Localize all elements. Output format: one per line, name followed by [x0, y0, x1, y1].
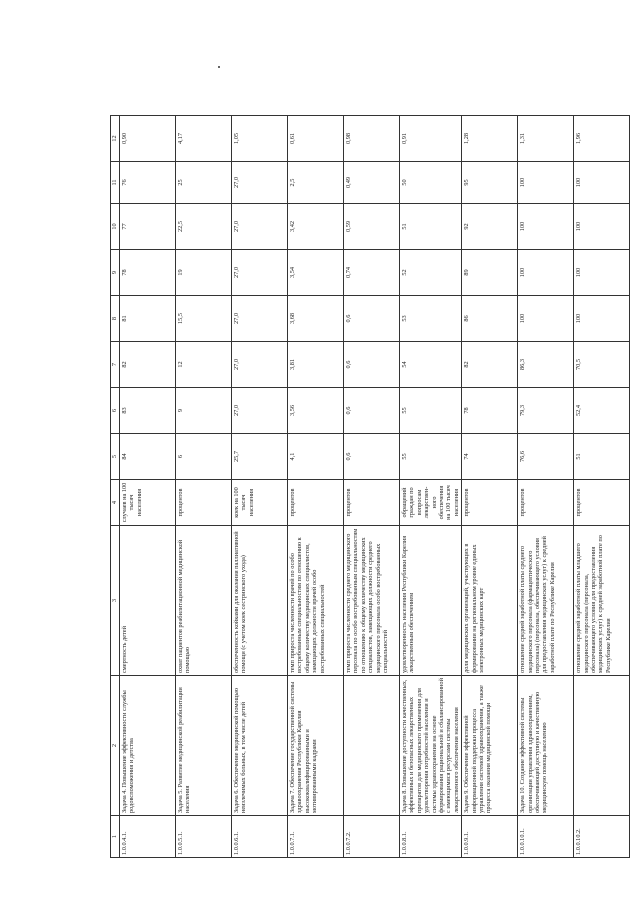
indicator-cell: темп прироста численности среднего медицинского персонала по особо востребованным специальностям по отношению к общему количеству медицинских специалистов, замещающих должности среднего медицинского персонала особо востребованных специальностей [344, 526, 400, 676]
value-cell: 82 [120, 342, 176, 388]
value-cell: 55 [400, 434, 462, 480]
value-cell: 0,98 [344, 116, 400, 162]
value-cell: 100 [518, 204, 574, 250]
task-cell: Задача 8. Повышение доступности качественных, эффективных и безопасных лекарственных препаратов для медицинского применения для удовлетворения потребностей населения и системы здравоохранения на основе формирования рациональной и сбалансированной с имеющимися ресурсами системы лекарственного обеспечения населения [400, 676, 462, 816]
value-cell: 1,96 [574, 116, 630, 162]
task-cell: Задача 7. Обеспечение государственной системы здравоохранения Республики Карелия высококвалифицированными и мотивированными кадрами [288, 676, 344, 816]
task-cell: Задача 10. Создание эффективной системы организации управления здравоохранением, обеспечивающей доступную и качественную медицинскую помощь населению [518, 676, 574, 816]
scan-speck [218, 66, 220, 68]
value-cell: 83 [120, 388, 176, 434]
value-cell: 3,54 [288, 250, 344, 296]
value-cell: 1,31 [518, 116, 574, 162]
value-cell: 52 [400, 250, 462, 296]
value-cell: 9 [176, 388, 232, 434]
unit-cell: процентов [288, 480, 344, 526]
value-cell: 3,42 [288, 204, 344, 250]
task-cell: Задача 9. Обеспечение эффективной информационной поддержки процесса управления системой здравоохранения, а также процесса оказания медицинской помощи [462, 676, 518, 816]
value-cell: 12 [176, 342, 232, 388]
value-cell: 0,6 [344, 434, 400, 480]
table-row [344, 116, 400, 858]
value-cell: 4,17 [176, 116, 232, 162]
indicator-cell: отношение средней заработной платы среднего медицинского персонала (фармацевтического персонала) (персонала, обеспечивающего условия для предоставления медицинских услуг) к средней заработной плате по Республике Карелия [518, 526, 574, 676]
value-cell: 79,3 [518, 388, 574, 434]
unit-cell: процентов [518, 480, 574, 526]
value-cell: 52,4 [574, 388, 630, 434]
header-cell: 2 [111, 676, 120, 816]
header-cell: 11 [111, 162, 120, 204]
value-cell: 22,5 [176, 204, 232, 250]
unit-cell: случаев на 100 тысяч населения [120, 480, 176, 526]
value-cell: 0,91 [400, 116, 462, 162]
value-cell: 3,81 [288, 342, 344, 388]
value-cell: 4,1 [288, 434, 344, 480]
value-cell: 76 [120, 162, 176, 204]
value-cell: 51 [400, 204, 462, 250]
table-row [176, 116, 232, 858]
indicator-cell: смертность детей [120, 526, 176, 676]
value-cell: 100 [518, 162, 574, 204]
value-cell: 15,5 [176, 296, 232, 342]
task-cell: Задача 4. Повышение эффективности службы родовспоможения и детства [120, 676, 176, 816]
value-cell: 92 [462, 204, 518, 250]
value-cell: 1,05 [232, 116, 288, 162]
value-cell: 6 [176, 434, 232, 480]
value-cell: 1,28 [462, 116, 518, 162]
unit-cell: процентов [176, 480, 232, 526]
indicator-cell: охват пациентов реабилитационной медицинской помощью [176, 526, 232, 676]
value-cell: 78 [120, 250, 176, 296]
indicator-cell: обеспеченность койками для оказания паллиативной помощи (с учетом коек сестринского ухода) [232, 526, 288, 676]
value-cell: 2,5 [288, 162, 344, 204]
value-cell: 0,61 [288, 116, 344, 162]
unit-cell: обращений граждан по вопросам лекарствен-ного обеспечения на 100 тысяч населения [400, 480, 462, 526]
header-cell: 5 [111, 434, 120, 480]
value-cell: 51 [574, 434, 630, 480]
row-code-cell: 1.0.0.10.1. [518, 816, 574, 858]
table-row [574, 116, 630, 858]
table-row [120, 116, 176, 858]
value-cell: 0,90 [120, 116, 176, 162]
value-cell: 25 [176, 162, 232, 204]
header-cell: 4 [111, 480, 120, 526]
value-cell: 27,0 [232, 342, 288, 388]
header-row [111, 116, 120, 858]
value-cell: 0,49 [344, 162, 400, 204]
header-cell: 12 [111, 116, 120, 162]
unit-cell: процентов [462, 480, 518, 526]
value-cell: 0,6 [344, 342, 400, 388]
value-cell: 100 [574, 296, 630, 342]
header-cell: 1 [111, 816, 120, 858]
value-cell: 55 [400, 388, 462, 434]
row-code-cell: 1.0.0.5.1. [176, 816, 232, 858]
table-row [288, 116, 344, 858]
value-cell: 25,7 [232, 434, 288, 480]
value-cell: 100 [574, 162, 630, 204]
value-cell: 27,0 [232, 388, 288, 434]
header-cell: 9 [111, 250, 120, 296]
value-cell: 77 [120, 204, 176, 250]
row-code-cell: 1.0.0.9.1. [462, 816, 518, 858]
value-cell: 95 [462, 162, 518, 204]
value-cell: 100 [574, 204, 630, 250]
value-cell: 70,5 [574, 342, 630, 388]
row-code-cell: 1.0.0.8.1. [400, 816, 462, 858]
task-cell [344, 676, 400, 816]
table-row [232, 116, 288, 858]
value-cell: 82 [462, 342, 518, 388]
table-row [400, 116, 462, 858]
value-cell: 74 [462, 434, 518, 480]
value-cell: 78 [462, 388, 518, 434]
task-cell [574, 676, 630, 816]
value-cell: 19 [176, 250, 232, 296]
value-cell: 81 [120, 296, 176, 342]
header-cell: 8 [111, 296, 120, 342]
value-cell: 86,3 [518, 342, 574, 388]
value-cell: 27,0 [232, 204, 288, 250]
value-cell: 100 [518, 296, 574, 342]
indicator-cell: отношение средней заработной платы младшего медицинского персонала (персонала, обеспечивающего условия для предоставления медицинских услуг) к средней заработной плате по Республике Карелия [574, 526, 630, 676]
value-cell: 89 [462, 250, 518, 296]
task-cell: Задача 5. Развитие медицинской реабилитации населения [176, 676, 232, 816]
value-cell: 0,74 [344, 250, 400, 296]
value-cell: 54 [400, 342, 462, 388]
indicator-cell: удовлетворенность населения Республики Карелия лекарственным обеспечением [400, 526, 462, 676]
row-code-cell: 1.0.0.7.2. [344, 816, 400, 858]
value-cell: 0,6 [344, 388, 400, 434]
value-cell: 84 [120, 434, 176, 480]
value-cell: 27,0 [232, 162, 288, 204]
header-cell: 6 [111, 388, 120, 434]
value-cell: 100 [518, 250, 574, 296]
value-cell: 27,0 [232, 296, 288, 342]
indicator-cell: доля медицинских организаций, участвующих в формировании на региональном уровне единых электронных медицинских карт [462, 526, 518, 676]
indicators-table [110, 115, 630, 858]
header-cell: 10 [111, 204, 120, 250]
value-cell: 76,6 [518, 434, 574, 480]
value-cell: 3,56 [288, 388, 344, 434]
header-cell: 3 [111, 526, 120, 676]
row-code-cell: 1.0.0.7.1. [288, 816, 344, 858]
header-cell: 7 [111, 342, 120, 388]
value-cell: 3,68 [288, 296, 344, 342]
value-cell: 0,6 [344, 296, 400, 342]
row-code-cell: 1.0.0.6.1. [232, 816, 288, 858]
value-cell: 53 [400, 296, 462, 342]
value-cell: 0,59 [344, 204, 400, 250]
unit-cell: процентов [574, 480, 630, 526]
unit-cell: коек на 100 тысяч населения [232, 480, 288, 526]
rotated-page-content [110, 116, 625, 858]
table-row [462, 116, 518, 858]
indicator-cell: темп прироста численности врачей по особо востребованным специальностям по отношению к общему количеству медицинских специалистов, замещающих должности врачей особо востребованных специальностей [288, 526, 344, 676]
table-row [518, 116, 574, 858]
row-code-cell: 1.0.0.10.2. [574, 816, 630, 858]
unit-cell: процентов [344, 480, 400, 526]
value-cell: 27,0 [232, 250, 288, 296]
task-cell: Задача 6. Обеспечение медицинской помощью неизлечимых больных, в том числе детей [232, 676, 288, 816]
table-body [120, 116, 630, 858]
value-cell: 50 [400, 162, 462, 204]
row-code-cell: 1.0.0.4.1. [120, 816, 176, 858]
value-cell: 86 [462, 296, 518, 342]
value-cell: 100 [574, 250, 630, 296]
